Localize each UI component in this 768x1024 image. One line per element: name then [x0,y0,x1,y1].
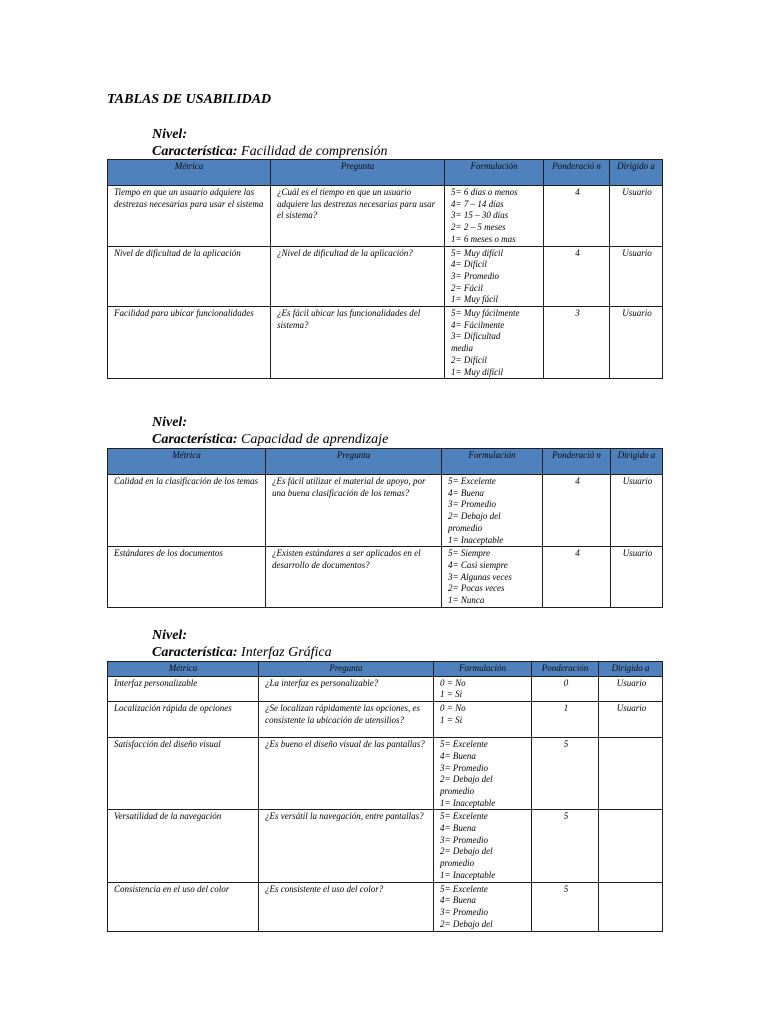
table-row [108,676,663,701]
cell-ponderacion: 4 [543,475,611,547]
cell-ponderacion: 3 [544,307,610,379]
cell-formulacion: 5= Excelente 4= Buena 3= Promedio 2= Debajo del promedio 1= Inaceptable [434,810,532,882]
table-capacidad-aprendizaje [107,448,663,608]
cell-formulacion: 5= Excelente 4= Buena 3= Promedio 2= Debajo del promedio 1= Inaceptable [434,738,532,810]
cell-dirigido: Usuario [611,547,663,608]
table-row [108,307,663,379]
cell-formulacion: 5= 6 días o menos 4= 7 – 14 días 3= 15 – 30 días 2= 2 – 5 meses 1= 6 meses o mas [445,186,544,247]
cell-formulacion: 0 = No 1 = Si [434,702,532,738]
cell-pregunta: ¿Es fácil utilizar el material de apoyo, por una buena clasificación de los temas? [266,475,442,547]
cell-pregunta: ¿Es versátil la navegación, entre pantallas? [259,810,434,882]
section-3-header [152,627,332,661]
cell-formulacion: 5= Excelente 4= Buena 3= Promedio 2= Debajo del [434,882,532,931]
cell-pregunta: ¿Nivel de dificultad de la aplicación? [271,246,445,307]
section-2-nivel: Nivel: [152,415,187,430]
cell-ponderacion: 5 [532,738,599,810]
cell-dirigido: Usuario [610,186,663,247]
header-pregunta: Pregunta [266,449,442,475]
cell-ponderacion: 4 [543,547,611,608]
cell-dirigido [599,882,663,931]
cell-pregunta: ¿Se localizan rápidamente las opciones, es consistente la ubicación de utensilios? [259,702,434,738]
cell-dirigido: Usuario [599,702,663,738]
cell-ponderacion: 5 [532,810,599,882]
header-formulacion: Formulación [434,662,532,677]
cell-metrica: Calidad en la clasificación de los temas [108,475,266,547]
cell-metrica: Nivel de dificultad de la aplicación [108,246,271,307]
cell-metrica: Interfaz personalizable [108,676,259,701]
section-1-header [152,126,388,160]
table-row [108,186,663,247]
cell-dirigido: Usuario [599,676,663,701]
cell-ponderacion: 1 [532,702,599,738]
cell-metrica: Satisfacción del diseño visual [108,738,259,810]
cell-pregunta: ¿Es fácil ubicar las funcionalidades del sistema? [271,307,445,379]
header-dirigido: Dirigido a [599,662,663,677]
section-2-caracteristica: Característica: Capacidad de aprendizaje [152,432,389,447]
table-row [108,475,663,547]
section-2-header [152,414,388,448]
header-pregunta: Pregunta [271,160,445,186]
cell-formulacion: 5= Muy fácilmente 4= Fácilmente 3= Dificultad media 2= Difícil 1= Muy difícil [445,307,544,379]
cell-dirigido: Usuario [611,475,663,547]
cell-metrica: Localización rápida de opciones [108,702,259,738]
table-row [108,882,663,931]
header-dirigido: Dirigido a [611,449,663,475]
table-header-row [108,160,663,186]
table-facilidad-comprension [107,159,663,379]
section-3-nivel: Nivel: [152,628,187,643]
header-dirigido: Dirigido a [610,160,663,186]
table-row [108,702,663,738]
cell-formulacion: 5= Muy difícil 4= Difícil 3= Promedio 2= Fácil 1= Muy fácil [445,246,544,307]
cell-formulacion: 5= Siempre 4= Casi siempre 3= Algunas veces 2= Pocas veces 1= Nunca [442,547,543,608]
cell-dirigido: Usuario [610,307,663,379]
table-header-row [108,449,663,475]
cell-metrica: Facilidad para ubicar funcionalidades [108,307,271,379]
header-ponderacion: Ponderació n [544,160,610,186]
header-metrica: Métrica [108,449,266,475]
cell-ponderacion: 4 [544,186,610,247]
cell-ponderacion: 0 [532,676,599,701]
header-pregunta: Pregunta [259,662,434,677]
table-row [108,810,663,882]
header-ponderacion: Ponderación [532,662,599,677]
cell-dirigido [599,810,663,882]
table-row [108,738,663,810]
cell-pregunta: ¿Es bueno el diseño visual de las pantallas? [259,738,434,810]
cell-metrica: Tiempo en que un usuario adquiere las destrezas necesarias para usar el sistema [108,186,271,247]
table-row [108,246,663,307]
table-interfaz-grafica [107,661,663,932]
cell-ponderacion: 4 [544,246,610,307]
cell-pregunta: ¿Existen estándares a ser aplicados en el desarrollo de documentos? [266,547,442,608]
section-1-nivel: Nivel: [152,127,187,142]
section-3-caracteristica: Característica: Interfaz Gráfica [152,645,332,660]
document-title: TABLAS DE USABILIDAD [107,92,272,107]
cell-pregunta: ¿Es consistente el uso del color? [259,882,434,931]
cell-dirigido: Usuario [610,246,663,307]
table-header-row [108,662,663,677]
header-metrica: Métrica [108,662,259,677]
cell-pregunta: ¿Cuál es el tiempo en que un usuario adquiere las destrezas necesarias para usar el sistema? [271,186,445,247]
header-ponderacion: Ponderació n [543,449,611,475]
cell-metrica: Consistencia en el uso del color [108,882,259,931]
cell-metrica: Versatilidad de la navegación [108,810,259,882]
section-1-caracteristica: Característica: Facilidad de comprensión [152,144,388,159]
header-metrica: Métrica [108,160,271,186]
cell-ponderacion: 5 [532,882,599,931]
cell-metrica: Estándares de los documentos [108,547,266,608]
header-formulacion: Formulación [442,449,543,475]
cell-formulacion: 5= Excelente 4= Buena 3= Promedio 2= Debajo del promedio 1= Inaceptable [442,475,543,547]
cell-formulacion: 0 = No 1 = Si [434,676,532,701]
cell-pregunta: ¿La interfaz es personalizable? [259,676,434,701]
table-row [108,547,663,608]
header-formulacion: Formulación [445,160,544,186]
cell-dirigido [599,738,663,810]
